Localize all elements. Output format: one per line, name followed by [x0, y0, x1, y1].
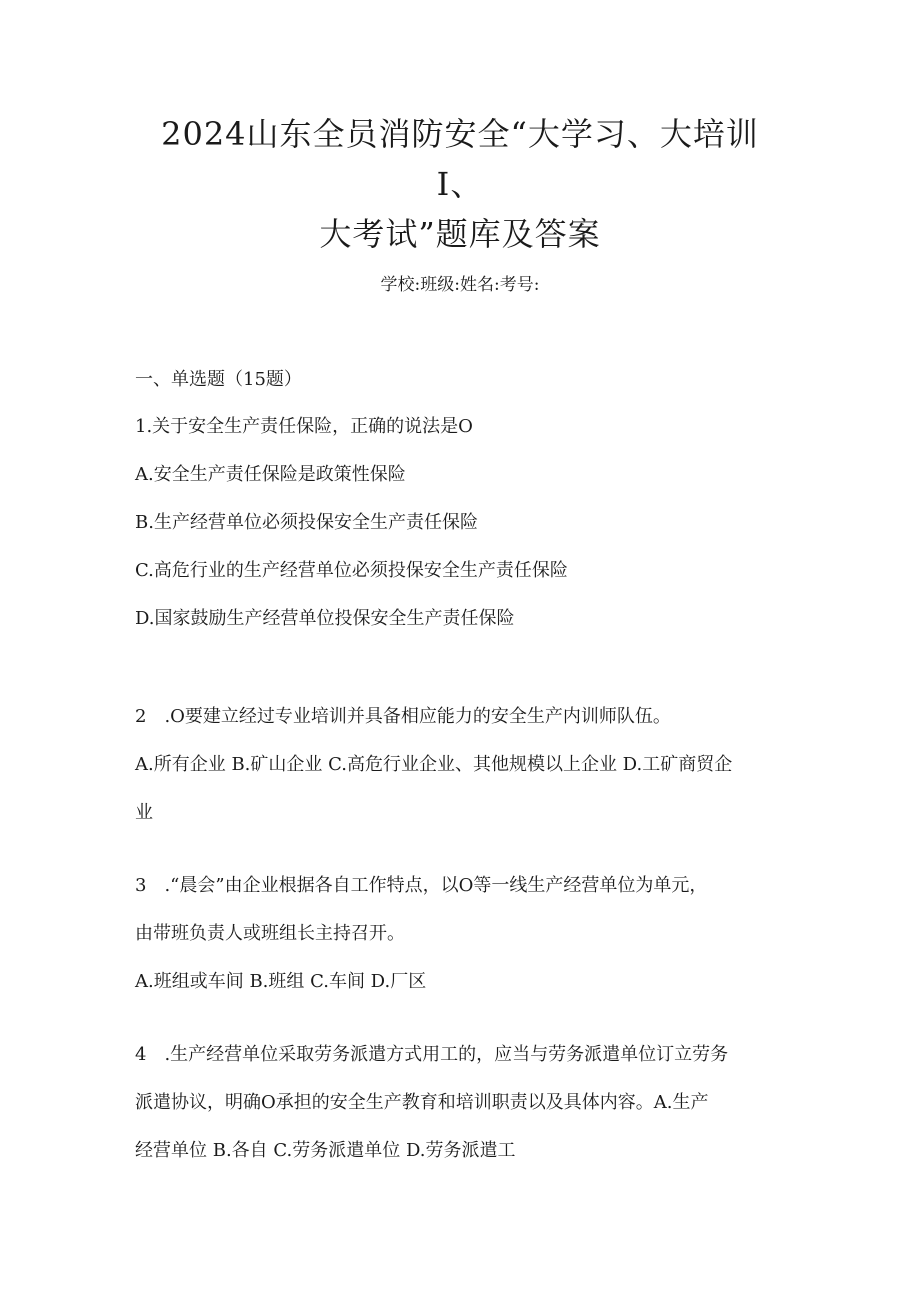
- document-title-line-3: 大考试”题库及答案: [319, 215, 601, 253]
- question-2-stem: 2 .O要建立经过专业培训并具备相应能力的安全生产内训师队伍。: [135, 706, 671, 727]
- question-4-stem-line-2: 派遣协议，明确O承担的安全生产教育和培训职责以及具体内容。A.生产: [135, 1092, 709, 1113]
- question-1-option-a: A.安全生产责任保险是政策性保险: [135, 464, 406, 485]
- question-2-options: A.所有企业 B.矿山企业 C.高危行业企业、其他规模以上企业 D.工矿商贸企: [135, 754, 733, 775]
- document-title-line-1: 2024山东全员消防安全“大学习、大培训: [161, 115, 759, 153]
- question-1-option-c: C.高危行业的生产经营单位必须投保安全生产责任保险: [135, 560, 568, 581]
- question-2-options-continued: 业: [135, 802, 153, 823]
- question-3-stem-line-2: 由带班负责人或班组长主持召开。: [135, 923, 405, 944]
- question-1-option-b: B.生产经营单位必须投保安全生产责任保险: [135, 512, 478, 533]
- student-info-line: 学校:班级:姓名:考号:: [380, 275, 540, 295]
- question-1-option-d: D.国家鼓励生产经营单位投保安全生产责任保险: [135, 608, 515, 629]
- question-4-stem-line-3: 经营单位 B.各自 C.劳务派遣单位 D.劳务派遣工: [135, 1140, 516, 1161]
- question-4-stem-line-1: 4 .生产经营单位采取劳务派遣方式用工的，应当与劳务派遣单位订立劳务: [135, 1044, 729, 1065]
- section-heading: 一、单选题（15题）: [135, 369, 302, 390]
- question-1-stem: 1.关于安全生产责任保险，正确的说法是O: [135, 416, 473, 437]
- question-3-stem-line-1: 3 .“晨会”由企业根据各自工作特点，以O等一线生产经营单位为单元，: [135, 875, 708, 896]
- document-title-line-2: I、: [436, 165, 484, 203]
- question-3-options: A.班组或车间 B.班组 C.车间 D.厂区: [135, 971, 427, 992]
